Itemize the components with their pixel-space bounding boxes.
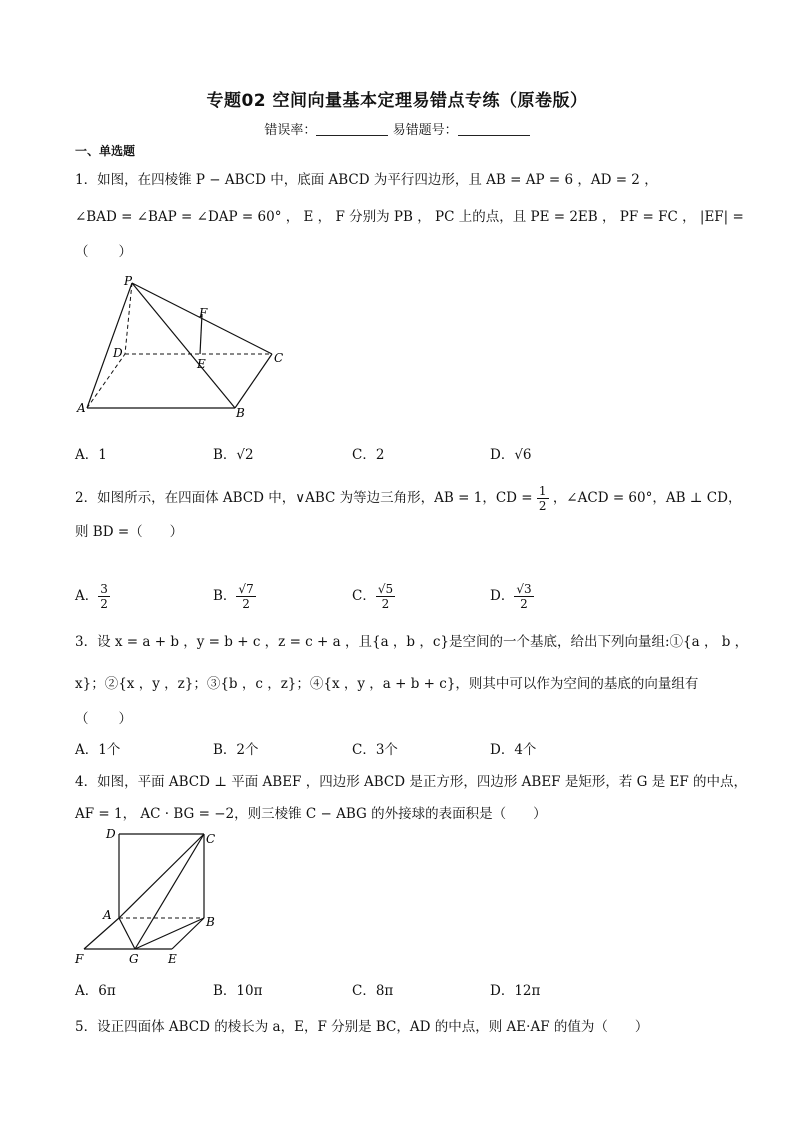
q2-option-b-label: B． bbox=[213, 588, 237, 604]
q2-line1-text-a: 2．如图所示，在四面体 ABCD 中，∨ABC 为等边三角形，AB = 1，CD = bbox=[75, 490, 533, 506]
q2-option-c[interactable] bbox=[352, 582, 395, 611]
segment-gb bbox=[135, 918, 204, 949]
q2-c-den: 2 bbox=[381, 597, 390, 611]
edge-pb bbox=[132, 283, 235, 408]
segment-ag bbox=[119, 918, 135, 949]
label-g: G bbox=[129, 952, 139, 966]
q1-option-b[interactable]: B．√2 bbox=[213, 447, 254, 463]
label-c: C bbox=[274, 351, 284, 365]
q4-line1: 4．如图，平面 ABCD ⊥ 平面 ABEF ，四边形 ABCD 是正方形，四边形 ABEF 是矩形，若 G 是 EF 的中点， bbox=[75, 774, 748, 790]
q2-option-c-frac bbox=[376, 582, 395, 611]
q2-option-a[interactable] bbox=[75, 582, 110, 611]
q2-b-den: 2 bbox=[242, 597, 250, 611]
q3-option-d[interactable]: D．4个 bbox=[490, 742, 537, 758]
q2-option-b[interactable] bbox=[213, 582, 256, 611]
label-e: E bbox=[168, 952, 177, 966]
error-no-blank[interactable] bbox=[458, 123, 530, 136]
q3-option-b[interactable]: B．2个 bbox=[213, 742, 259, 758]
q4-option-b[interactable]: B．10π bbox=[213, 983, 263, 999]
q2-option-a-label: A． bbox=[75, 588, 99, 604]
cd-num: 1 bbox=[538, 484, 547, 498]
q3-option-c[interactable]: C．3个 bbox=[352, 742, 398, 758]
q3-line2: x}；②{x ，y ，z}；③{b ，c ，z}；④{x ，y ，a + b + c}，则其中可以作为空间的基底的向量组有 bbox=[75, 676, 699, 692]
label-a: A bbox=[103, 908, 112, 922]
edge-be bbox=[172, 918, 204, 949]
q1-option-c[interactable]: C．2 bbox=[352, 447, 385, 463]
q2-option-d[interactable] bbox=[490, 582, 534, 611]
edge-pa bbox=[87, 283, 132, 408]
q4-line2: AF = 1， AC · BG = −2，则三棱锥 C − ABG 的外接球的表面积是（ ） bbox=[75, 806, 547, 822]
q2-option-a-frac bbox=[98, 582, 110, 611]
error-rate-label: 错误率： bbox=[264, 123, 317, 138]
q4-figure bbox=[72, 826, 232, 972]
error-rate-blank[interactable] bbox=[316, 123, 388, 136]
label-p: P bbox=[124, 274, 133, 288]
q2-c-num: √5 bbox=[377, 582, 394, 596]
page-title: 专题02 空间向量基本定理易错点专练（原卷版） bbox=[206, 91, 588, 111]
q2-a-den: 2 bbox=[100, 597, 108, 611]
q2-option-d-frac bbox=[514, 582, 533, 611]
edge-af bbox=[84, 918, 119, 949]
q2-line2: 则 BD =（ ） bbox=[75, 524, 184, 540]
label-c: C bbox=[206, 832, 216, 846]
error-no-label: 易错题号： bbox=[392, 123, 458, 138]
q2-line1-text-b: ，∠ACD = 60°，AB ⊥ CD， bbox=[552, 490, 742, 506]
q1-option-d[interactable]: D．√6 bbox=[490, 447, 532, 463]
q2-line1 bbox=[75, 484, 741, 513]
q1-line2: ∠BAD = ∠BAP = ∠DAP = 60° ， E ， F 分别为 PB ， PC 上的点，且 PE = 2EB ， PF = FC ， |EF| = bbox=[75, 209, 744, 225]
label-b: B bbox=[206, 915, 215, 929]
q3-paren: （ ） bbox=[75, 711, 133, 727]
cd-fraction bbox=[537, 484, 549, 513]
label-e: E bbox=[197, 357, 206, 371]
segment-ef bbox=[200, 314, 202, 354]
edge-bc bbox=[235, 354, 272, 408]
section-heading: 一、单选题 bbox=[75, 144, 136, 158]
q5-line1: 5．设正四面体 ABCD 的棱长为 a，E，F 分别是 BC，AD 的中点，则 AE·AF 的值为（ ） bbox=[75, 1019, 649, 1035]
cd-den: 2 bbox=[538, 499, 547, 513]
label-a: A bbox=[77, 401, 86, 415]
q3-option-a[interactable]: A．1个 bbox=[75, 742, 121, 758]
q2-b-num: √7 bbox=[238, 582, 254, 596]
label-f: F bbox=[199, 306, 208, 320]
q3-line1: 3．设 x = a + b ，y = b + c ，z = c + a ，且{a ，b ，c}是空间的一个基底，给出下列向量组:①{a ， b ， bbox=[75, 634, 749, 650]
q2-d-num: √3 bbox=[516, 582, 532, 596]
q1-line1: 1．如图，在四棱锥 P − ABCD 中，底面 ABCD 为平行四边形，且 AB = AP = 6 ，AD = 2 ， bbox=[75, 172, 658, 188]
q2-option-c-label: C． bbox=[352, 588, 376, 604]
q2-option-d-label: D． bbox=[490, 588, 515, 604]
q2-option-b-frac bbox=[236, 582, 255, 611]
label-d: D bbox=[113, 346, 123, 360]
label-b: B bbox=[236, 406, 245, 420]
q4-option-a[interactable]: A．6π bbox=[75, 983, 116, 999]
label-d: D bbox=[106, 827, 116, 841]
meta-line bbox=[0, 119, 794, 138]
label-f: F bbox=[75, 952, 84, 966]
q1-option-a[interactable]: A．1 bbox=[75, 447, 107, 463]
q4-option-c[interactable]: C．8π bbox=[352, 983, 394, 999]
q2-a-num: 3 bbox=[100, 582, 108, 596]
edge-ad bbox=[87, 354, 125, 408]
q1-figure bbox=[75, 272, 295, 422]
q4-option-d[interactable]: D．12π bbox=[490, 983, 541, 999]
q2-d-den: 2 bbox=[520, 597, 528, 611]
q1-paren: （ ） bbox=[75, 244, 133, 260]
